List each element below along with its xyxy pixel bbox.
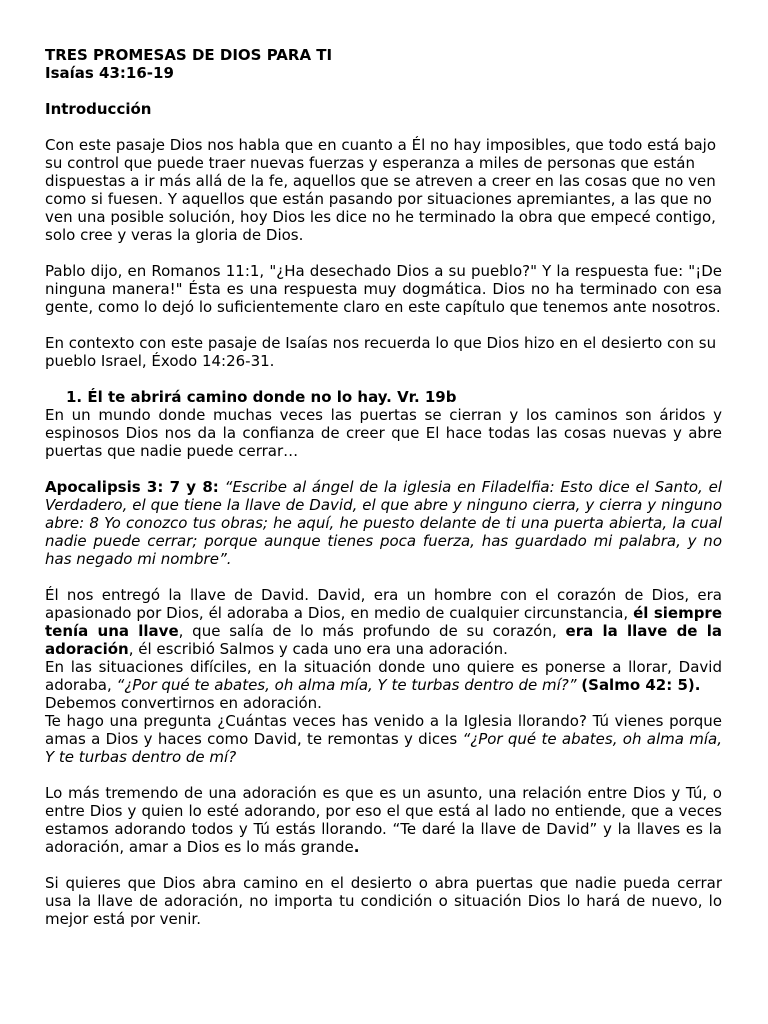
spacer [45, 856, 722, 874]
paragraph-romanos: Pablo dijo, en Romanos 11:1, "¿Ha desechado Dios a su pueblo?" Y la respuesta fue: "¡De ninguna manera!" Ésta es una respuesta muy dogmática. Dios no ha terminado con esa gente, como lo dejó lo suficientemente claro en este capítulo que tenemos ante nosotros. [45, 262, 722, 316]
italic-run: “¿Por qué te abates, oh alma mía, Y te turbas dentro de mí? [45, 730, 722, 766]
bold-run: (Salmo 42: 5). [581, 676, 701, 694]
spacer [45, 766, 722, 784]
spacer [45, 82, 722, 100]
paragraph-situaciones [45, 658, 722, 694]
text-run: Lo más tremendo de una adoración es que es un asunto, una relación entre Dios y Tú, o entre Dios y quien lo esté adorando, por eso el que está al lado no entiende, que a veces estamos adorando todos y Tú estás llorando. “Te daré la llave de David” y la llaves es la adoración, amar a Dios es lo más grande [45, 784, 722, 856]
point-1-number: 1. [66, 388, 83, 406]
spacer [45, 460, 722, 478]
text-run: , él escribió Salmos y cada uno era una adoración. [128, 640, 508, 658]
bold-run: él siempre tenía una llave [45, 604, 723, 640]
spacer [45, 370, 722, 388]
paragraph-intro: Con este pasaje Dios nos habla que en cuanto a Él no hay imposibles, que todo está bajo su control que puede traer nuevas fuerzas y esperanza a miles de personas que están dispuestas a ir más allá de la fe, aquellos que se atreven a creer en las cosas que no ven como si fuesen. Y aquellos que están pasando por situaciones apremiantes, a las que no ven una posible solución, hoy Dios les dice no he terminado la obra que empecé contigo, solo cree y veras la gloria de Dios. [45, 136, 717, 244]
spacer [45, 118, 722, 136]
paragraph-pregunta [45, 712, 722, 766]
spacer [45, 316, 722, 334]
paragraph-puertas: En un mundo donde muchas veces las puertas se cierran y los caminos son áridos y espinosos Dios nos da la confianza de creer que El hace todas las cosas nuevas y abre puertas que nadie puede cerrar… [45, 406, 722, 460]
text-run: En las situaciones difíciles, en la situación donde uno quiere es ponerse a llorar, David adoraba, [45, 658, 722, 694]
paragraph-conclusion: Si quieres que Dios abra camino en el desierto o abra puertas que nadie pueda cerrar usa la llave de adoración, no importa tu condición o situación Dios lo hará de nuevo, lo mejor está por venir. [45, 874, 722, 928]
italic-run: “¿Por qué te abates, oh alma mía, Y te turbas dentro de mí?” [116, 676, 577, 694]
paragraph-convertirnos: Debemos convertirnos en adoración. [45, 694, 322, 712]
bold-run: . [353, 838, 360, 856]
text-run: Te hago una pregunta ¿Cuántas veces has venido a la Iglesia llorando? Tú vienes porque amas a Dios y haces como David, te remontas y dices [45, 712, 722, 748]
paragraph-apocalipsis [45, 478, 722, 568]
paragraph-adoracion [45, 784, 722, 856]
paragraph-contexto: En contexto con este pasaje de Isaías nos recuerda lo que Dios hizo en el desierto con su pueblo Israel, Éxodo 14:26-31. [45, 334, 717, 370]
scripture-reference: Isaías 43:16-19 [45, 64, 174, 82]
spacer [45, 568, 722, 586]
spacer [45, 244, 722, 262]
text-run: Él nos entregó la llave de David. David, era un hombre con el corazón de Dios, era apasionado por Dios, él adoraba a Dios, en medio de cualquier circunstancia, [45, 586, 722, 622]
point-1-title: Él te abrirá camino donde no lo hay. Vr. 19b [87, 388, 457, 406]
apocalipsis-quote: “Escribe al ángel de la iglesia en Filadelfia: Esto dice el Santo, el Verdadero, el que tiene la llave de David, el que abre y ninguno cierra, y cierra y ninguno abre: 8 Yo conozco tus obras; he aquí, he puesto delante de ti una puerta abierta, la cual nadie puede cerrar; porque aunque tienes poca fuerza, has guardado mi palabra, y no has negado mi nombre”. [45, 478, 722, 568]
point-1-heading [45, 388, 722, 406]
document-title: TRES PROMESAS DE DIOS PARA TI [45, 46, 333, 64]
bold-run: era la llave de la adoración [45, 622, 722, 658]
paragraph-llave-david [45, 586, 722, 658]
apocalipsis-reference: Apocalipsis 3: 7 y 8: [45, 478, 219, 496]
text-run: , que salía de lo más profundo de su corazón, [178, 622, 566, 640]
section-heading-introduccion: Introducción [45, 100, 152, 118]
